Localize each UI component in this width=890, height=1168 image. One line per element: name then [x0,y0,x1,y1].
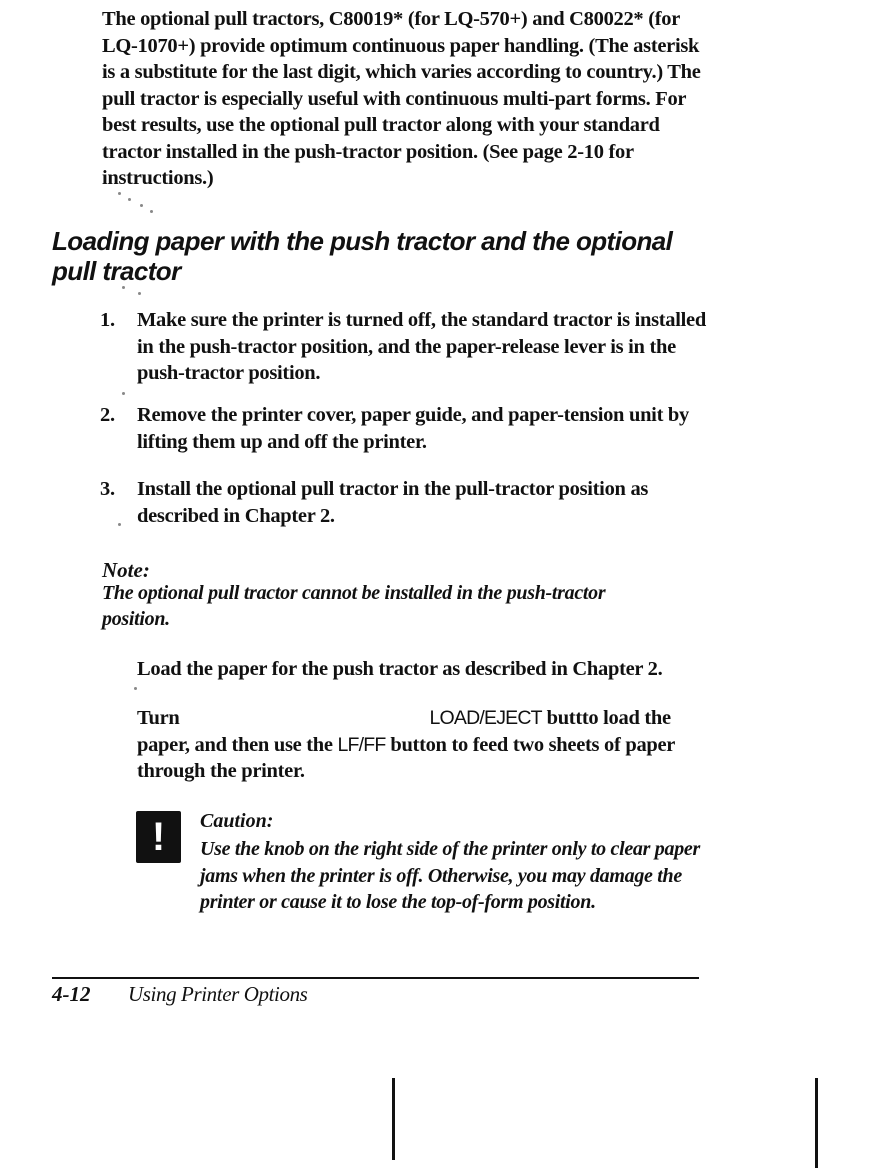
caution-text: Use the knob on the right side of the printer only to clear paper jams when the printer is off. Otherwise, you may damage the printer or cause it to lose the top-of-form position. [200,838,700,913]
crop-mark-left [392,1078,395,1160]
note-label: Note: [102,558,150,582]
lf-ff-button-label: LF/FF [337,733,386,756]
turn-prefix: Turn [137,707,180,729]
footer-title: Using Printer Options [128,982,308,1006]
load-eject-button-label: LOAD/EJECT [429,707,542,729]
step-text: Make sure the printer is turned off, the standard tractor is installed in the push-tractor position, and the paper-release lever is in the push-tractor position. [137,309,706,384]
load-paragraph: Load the paper for the push tractor as described in Chapter 2. [137,658,663,680]
page-number: 4-12 [52,982,91,1006]
footer-rule [52,977,699,979]
scan-speck [134,687,137,690]
scan-speck [150,210,153,213]
step-text: Install the optional pull tractor in the pull-tractor position as described in Chapter 2. [137,478,649,527]
turn-middle: buttto load the paper, and then use the [137,707,671,756]
intro-paragraph: The optional pull tractors, C80019* (for LQ-570+) and C80022* (for LQ-1070+) provide optimum continuous paper handling. (The asterisk is a substitute for the last digit, which varies according to country.) The pull tractor is especially useful with continuous multi-part forms. For best results, use the optional pull tractor along with your standard tractor installed in the push-tractor position. (See page 2-10 for instructions.) [102,8,701,189]
turn-paragraph [137,705,717,785]
scan-speck [118,523,121,526]
exclamation-icon: ! [136,811,181,863]
step-item [100,402,720,455]
step-number: 2. [100,404,115,426]
scan-speck [122,392,125,395]
scan-speck [140,204,143,207]
scan-speck [128,198,131,201]
turn-suffix: button to feed two sheets of paper through the printer. [137,733,675,782]
step-item [100,307,720,387]
section-heading: Loading paper with the push tractor and the optional pull tractor [52,226,673,286]
step-number: 1. [100,309,115,331]
scan-speck [138,292,141,295]
scan-speck [122,286,125,289]
scan-speck [118,192,121,195]
crop-mark-right [815,1078,818,1168]
step-item [100,476,720,529]
step-text: Remove the printer cover, paper guide, and paper-tension unit by lifting them up and off the printer. [137,404,689,453]
note-text: The optional pull tractor cannot be installed in the push-tractor position. [102,582,606,630]
caution-label: Caution: [200,810,274,832]
step-number: 3. [100,478,115,500]
